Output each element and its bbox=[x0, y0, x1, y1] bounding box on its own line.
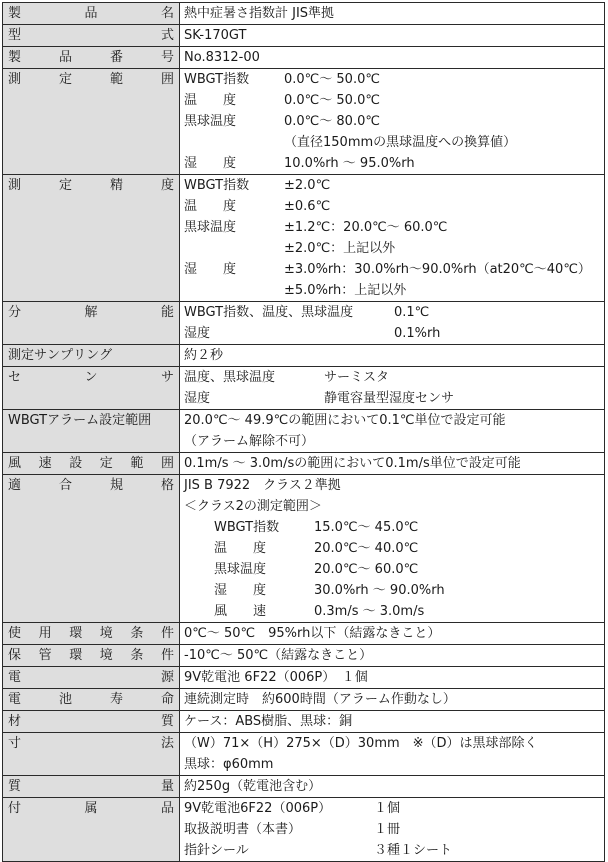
spec-value-line bbox=[184, 3, 604, 24]
spec-value-line bbox=[184, 196, 604, 217]
spec-label-cell bbox=[3, 733, 180, 776]
spec-value-text: ±3.0%rh：30.0%rh～90.0%rh（at20℃～40℃） bbox=[284, 262, 591, 277]
spec-value-text: ＜クラス2の測定範囲＞ bbox=[184, 499, 322, 514]
spec-row bbox=[3, 475, 605, 623]
spec-value-line bbox=[184, 776, 604, 797]
spec-value-text: 10.0%rh ～ 95.0%rh bbox=[284, 156, 415, 171]
spec-row bbox=[3, 623, 605, 645]
spec-value-cell bbox=[180, 475, 605, 623]
spec-table-body bbox=[3, 3, 605, 862]
spec-value-cell bbox=[180, 69, 605, 175]
spec-value-line bbox=[184, 132, 604, 153]
spec-value-key: 取扱説明書（本書） bbox=[184, 822, 302, 837]
spec-value-text: 30.0%rh ～ 90.0%rh bbox=[314, 583, 445, 598]
spec-value-cell bbox=[180, 711, 605, 733]
spec-value-text: JIS B 7922 クラス２準拠 bbox=[184, 478, 341, 493]
spec-value-line bbox=[184, 711, 604, 732]
spec-value-key: 9V乾電池6F22（006P） bbox=[184, 801, 332, 816]
spec-value-cell bbox=[180, 302, 605, 345]
spec-value-line bbox=[184, 453, 604, 474]
spec-value-text: 9V乾電池 6F22（006P） １個 bbox=[184, 670, 368, 685]
spec-value-cell bbox=[180, 47, 605, 69]
spec-value-key: 風 速 bbox=[214, 604, 267, 619]
spec-label: 測 定 サ ン プ リ ン グ bbox=[8, 348, 113, 363]
spec-value-line bbox=[184, 90, 604, 111]
spec-value-cell bbox=[180, 689, 605, 711]
spec-value-line bbox=[184, 323, 604, 344]
spec-value-key: 指針シール bbox=[184, 843, 249, 858]
spec-value-text: ±1.2℃：20.0℃～ 60.0℃ bbox=[284, 220, 448, 235]
spec-value-line bbox=[184, 819, 604, 840]
spec-table bbox=[2, 2, 605, 862]
spec-value-key: 温度、黒球温度 bbox=[184, 370, 276, 385]
spec-label-cell bbox=[3, 798, 180, 862]
spec-value-line bbox=[184, 431, 604, 452]
spec-value-text: 静電容量型湿度センサ bbox=[324, 391, 455, 406]
spec-value-cell bbox=[180, 645, 605, 667]
spec-value-cell bbox=[180, 3, 605, 25]
spec-label: 型 式 bbox=[8, 28, 174, 43]
spec-value-key: 黒球温度 bbox=[214, 562, 267, 577]
spec-value-cell bbox=[180, 367, 605, 410]
spec-value-text: サーミスタ bbox=[324, 370, 390, 385]
spec-value-line bbox=[184, 69, 604, 90]
spec-label-cell bbox=[3, 175, 180, 302]
spec-value-text: ３種１シート bbox=[374, 843, 453, 858]
spec-value-text: -10℃～ 50℃（結露なきこと） bbox=[184, 648, 373, 663]
spec-value-text: １個 bbox=[374, 801, 401, 816]
spec-label: 電 池 寿 命 bbox=[8, 692, 174, 707]
spec-row bbox=[3, 302, 605, 345]
spec-value-text: 0.0℃～ 50.0℃ bbox=[284, 72, 380, 87]
spec-label: 使 用 環 境 条 件 bbox=[8, 626, 174, 641]
spec-value-key: WBGT指数、温度、黒球温度 bbox=[184, 305, 354, 320]
spec-value-text: ±2.0℃：上記以外 bbox=[284, 241, 396, 256]
spec-label-cell bbox=[3, 25, 180, 47]
spec-value-line bbox=[184, 345, 604, 366]
spec-label: 製 品 名 bbox=[8, 6, 174, 21]
spec-value-line bbox=[184, 280, 604, 301]
spec-row bbox=[3, 667, 605, 689]
spec-value-key bbox=[184, 132, 284, 153]
spec-value-cell bbox=[180, 345, 605, 367]
spec-label: 風 速 設 定 範 囲 bbox=[8, 456, 174, 471]
spec-value-line bbox=[184, 259, 604, 280]
spec-value-line bbox=[184, 496, 604, 517]
spec-label-cell bbox=[3, 623, 180, 645]
spec-value-text: （W）71×（H）275×（D）30mm ※（D）は黒球部除く bbox=[184, 736, 538, 751]
spec-value-cell bbox=[180, 733, 605, 776]
spec-label: 質 量 bbox=[8, 779, 174, 794]
spec-value-text: 0℃～ 50℃ 95%rh以下（結露なきこと） bbox=[184, 626, 441, 641]
spec-value-line bbox=[184, 475, 604, 496]
spec-label-cell bbox=[3, 645, 180, 667]
spec-value-text: ±0.6℃ bbox=[284, 199, 331, 214]
spec-value-text: 0.0℃～ 80.0℃ bbox=[284, 114, 380, 129]
spec-label-cell bbox=[3, 776, 180, 798]
spec-value-text: 0.1m/s ～ 3.0m/sの範囲において0.1m/s単位で設定可能 bbox=[184, 456, 521, 471]
spec-value-key bbox=[184, 238, 284, 259]
spec-label-cell bbox=[3, 410, 180, 453]
spec-value-line bbox=[184, 645, 604, 666]
spec-value-key: 温 度 bbox=[184, 199, 237, 214]
spec-label-cell bbox=[3, 302, 180, 345]
spec-value-key: WBGT指数 bbox=[214, 520, 280, 535]
spec-row bbox=[3, 645, 605, 667]
spec-value-text: ±2.0℃ bbox=[284, 178, 331, 193]
spec-value-cell bbox=[180, 798, 605, 862]
spec-label: 保 管 環 境 条 件 bbox=[8, 648, 174, 663]
spec-value-text: 0.1%rh bbox=[394, 326, 441, 341]
spec-label-cell bbox=[3, 475, 180, 623]
spec-label: セ ン サ bbox=[8, 370, 174, 385]
spec-value-line bbox=[184, 754, 604, 775]
spec-label: 測 定 精 度 bbox=[8, 178, 174, 193]
spec-value-key: 黒球温度 bbox=[184, 220, 237, 235]
spec-value-text: ケース：ABS樹脂、黒球：銅 bbox=[184, 714, 353, 729]
spec-value-text: 熱中症暑さ指数計 JIS準拠 bbox=[184, 6, 335, 21]
spec-row bbox=[3, 175, 605, 302]
spec-value-key: 湿 度 bbox=[184, 156, 237, 171]
spec-label: 製 品 番 号 bbox=[8, 50, 174, 65]
spec-row bbox=[3, 69, 605, 175]
spec-value-line bbox=[184, 388, 604, 409]
spec-label: 材 質 bbox=[8, 714, 174, 729]
spec-label: 適 合 規 格 bbox=[8, 478, 174, 493]
spec-label: 分 解 能 bbox=[8, 305, 174, 320]
spec-row bbox=[3, 25, 605, 47]
spec-value-line bbox=[184, 367, 604, 388]
spec-value-line bbox=[184, 733, 604, 754]
spec-label-cell bbox=[3, 367, 180, 410]
spec-value-line bbox=[184, 175, 604, 196]
spec-label: 測 定 範 囲 bbox=[8, 72, 174, 87]
spec-value-text: No.8312-00 bbox=[184, 50, 260, 65]
spec-value-text: （アラーム解除不可） bbox=[184, 434, 315, 449]
spec-value-line bbox=[184, 667, 604, 688]
spec-value-text: ±5.0%rh：上記以外 bbox=[284, 283, 407, 298]
spec-value-cell bbox=[180, 25, 605, 47]
spec-row bbox=[3, 47, 605, 69]
spec-value-text: 20.0℃～ 60.0℃ bbox=[314, 562, 419, 577]
spec-row bbox=[3, 345, 605, 367]
spec-value-line bbox=[184, 25, 604, 46]
spec-value-line bbox=[184, 517, 604, 538]
spec-value-text: 20.0℃～ 40.0℃ bbox=[314, 541, 419, 556]
spec-value-line bbox=[184, 559, 604, 580]
spec-value-line bbox=[184, 302, 604, 323]
spec-value-line bbox=[184, 153, 604, 174]
spec-label: 付 属 品 bbox=[8, 801, 174, 816]
spec-label: WBGTアラーム設定範囲 bbox=[8, 413, 152, 428]
spec-value-key: 温 度 bbox=[214, 541, 267, 556]
spec-label: 寸 法 bbox=[8, 736, 174, 751]
spec-value-text: 0.3m/s ～ 3.0m/s bbox=[314, 604, 425, 619]
spec-value-line bbox=[184, 623, 604, 644]
spec-value-text: 約250g（乾電池含む） bbox=[184, 779, 322, 794]
spec-value-text: 15.0℃～ 45.0℃ bbox=[314, 520, 419, 535]
spec-value-key: 黒球温度 bbox=[184, 114, 237, 129]
spec-value-text: 0.0℃～ 50.0℃ bbox=[284, 93, 380, 108]
spec-value-line bbox=[184, 538, 604, 559]
spec-row bbox=[3, 410, 605, 453]
spec-label: 電 源 bbox=[8, 670, 174, 685]
spec-label-cell bbox=[3, 667, 180, 689]
spec-value-key: 湿度 bbox=[184, 391, 211, 406]
spec-label-cell bbox=[3, 345, 180, 367]
spec-value-cell bbox=[180, 776, 605, 798]
spec-value-text: １冊 bbox=[374, 822, 401, 837]
spec-value-text: 20.0℃～ 49.9℃の範囲において0.1℃単位で設定可能 bbox=[184, 413, 506, 428]
spec-value-key: WBGT指数 bbox=[184, 72, 250, 87]
spec-value-line bbox=[184, 238, 604, 259]
spec-value-text: 0.1℃ bbox=[394, 305, 430, 320]
spec-value-cell bbox=[180, 453, 605, 475]
spec-value-cell bbox=[180, 667, 605, 689]
spec-row bbox=[3, 3, 605, 25]
spec-row bbox=[3, 776, 605, 798]
spec-value-line bbox=[184, 840, 604, 861]
spec-value-line bbox=[184, 689, 604, 710]
spec-value-cell bbox=[180, 175, 605, 302]
spec-value-key: 湿 度 bbox=[184, 262, 237, 277]
spec-row bbox=[3, 733, 605, 776]
spec-value-text: 約２秒 bbox=[184, 348, 224, 363]
spec-row bbox=[3, 711, 605, 733]
spec-value-line bbox=[184, 580, 604, 601]
spec-row bbox=[3, 453, 605, 475]
spec-value-text: 連続測定時 約600時間（アラーム作動なし） bbox=[184, 692, 456, 707]
spec-label-cell bbox=[3, 47, 180, 69]
spec-value-key: WBGT指数 bbox=[184, 178, 250, 193]
spec-label-cell bbox=[3, 689, 180, 711]
spec-label-cell bbox=[3, 69, 180, 175]
spec-value-text: SK-170GT bbox=[184, 28, 247, 43]
spec-value-cell bbox=[180, 410, 605, 453]
spec-value-text: （直径150mmの黒球温度への換算値） bbox=[284, 135, 517, 150]
spec-value-text: 黒球：φ60mm bbox=[184, 757, 274, 772]
spec-row bbox=[3, 689, 605, 711]
spec-row bbox=[3, 367, 605, 410]
spec-value-cell bbox=[180, 623, 605, 645]
spec-value-line bbox=[184, 217, 604, 238]
spec-value-key: 湿 度 bbox=[214, 583, 267, 598]
spec-value-line bbox=[184, 111, 604, 132]
spec-value-line bbox=[184, 798, 604, 819]
spec-label-cell bbox=[3, 711, 180, 733]
spec-value-line bbox=[184, 47, 604, 68]
spec-value-key: 湿度 bbox=[184, 326, 211, 341]
spec-value-line bbox=[184, 410, 604, 431]
spec-value-key: 温 度 bbox=[184, 93, 237, 108]
spec-value-line bbox=[184, 601, 604, 622]
spec-label-cell bbox=[3, 3, 180, 25]
spec-row bbox=[3, 798, 605, 862]
spec-label-cell bbox=[3, 453, 180, 475]
spec-value-key bbox=[184, 280, 284, 301]
